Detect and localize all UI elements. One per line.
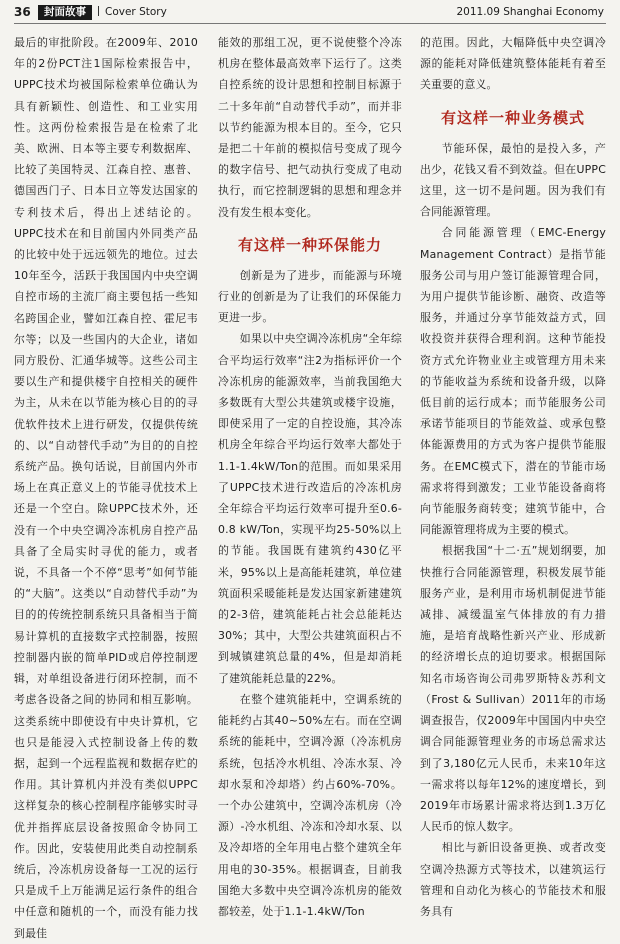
paragraph: 在整个建筑能耗中，空调系统的能耗约占其40~50%左右。而在空调系统的能耗中，空调冷源（冷冻机房系统，包括冷水机组、冷冻水泵、冷却水泵和冷却塔）约占60%-70%。一个办公建筑中，空调冷冻机房（冷源）-冷水机组、冷冻和冷却水泵、以及冷却塔的全年用电占整个建筑全年用电的30-35%。根据调查，目前我国绝大多数中央空调冷冻机房的能效都较差，处于1.1-1.4kW/Ton [218,692,402,918]
page-number: 36 [14,5,31,19]
section-label: 封面故事 [38,5,92,20]
page-header [0,0,620,24]
paragraph: 最后的审批阶段。在2009年、2010年的2份PCT注1国际检索报告中，UPPC技术均被国际检索单位确认为具有新颖性、创造性、和工业实用性。这两份检索报告是在检索了北美、欧洲、日本等主要专利数据库、比较了美国特灵、江森自控、惠普、德国西门子、日本日立等发达国家的专利技术后，得出上述结论的。UPPC技术在和目前国内外同类产品的比较中处于远远领先的地位。过去10年至今，活跃于我国国内中央空调自控市场的主流厂商主要包括一些知名跨国企业，譬如江森自控、霍尼韦尔等；以及一些国内的大企业，诸如同方股份、汇通华城等。这些公司主要以生产和提供楼宇自控相关的硬件为主，从未在以节能为核心目的的寻优软件技术上进行研发，仅提供传统的、以“自动替代手动”为目的的自控系统产品。换句话说，目前国内外市场上在真正意义上的节能寻优技术上还是一个空白。除UPPC技术外，还没有一个中央空调冷冻机房自控产品具备了全局实时寻优的能力，或者说，不具备一个不停“思考”如何节能的“大脑”。这类以“自动替代手动”为目的的传统控制系统只具备相当于简易计算机的直接数字式控制器，按照控制器内嵌的简单PID或启停控制逻辑，对单组设备进行闭环控制，而不考虑各设备之间的协同和相互影响。这类系统中即使设有中央计算机，它也只是能浸入式控制设备上传的数据，起到一个远程监视和数据存贮的作用。其计算机内并没有类似UPPC这样复杂的核心控制程序能够实时寻优并指挥底层设备按照命令协同工作。因此，安装使用此类自动控制系统后，冷冻机房设备每一工况的运行只是成千上万能满足运行条件的组合中任意和随机的一个，而没有能力找到最佳 [14,36,198,940]
paragraph: 能效的那组工况，更不说使整个冷冻机房在整体最高效率下运行了。这类自控系统的设计思想和控制目标源于二十多年前“自动替代手动”，而并非以节约能源为根本目的。至今，它只是把二十年前的模拟信号变成了现今的数字信号、把气动执行变成了电动执行，而它控制逻辑的思想和理念并没有发生根本变化。 [218,36,402,219]
column-1 [14,32,198,944]
cover-story-label [98,6,167,18]
paragraph: 合同能源管理（EMC-Energy Management Contract）是指节能服务公司与用户签订能源管理合同，为用户提供节能诊断、融资、改造等服务，并通过分享节能效益方式，回收投资并获得合理利润。这种节能投资方式允许物业业主或管理方用未来的节能收益为系统和设备升级，以降低目前的运行成本；而节能服务公司承诺节能项目的节能效益、或承包整体能源费用的方式为客户提供节能服务。在EMC模式下，潜在的节能市场需求将得到激发；工业节能设备商将向节能服务商转变；建筑节能中，合同能源管理将成为主要的模式。 [420,226,606,537]
cover-story-text: Cover Story [105,6,167,18]
paragraph: 相比与新旧设备更换、或者改变空调冷热源方式等技术，以建筑运行管理和自动化为核心的节能技术和服务具有 [420,841,606,918]
separator-bar [98,6,99,16]
paragraph: 的范围。因此，大幅降低中央空调冷源的能耗对降低建筑整体能耗有着至关重要的意义。 [420,36,606,92]
paragraph: 创新是为了进步，而能源与环境行业的创新是为了让我们的环保能力更进一步。 [218,268,402,325]
paragraph: 根据我国“十二·五”规划纲要，加快推行合同能源管理，积极发展节能服务产业，是利用市场机制促进节能减排、减缓温室气体排放的有力措施，是培育战略性新兴产业、形成新的经济增长点的迫切要求。根据国际知名市场咨询公司弗罗斯特＆苏利文（Frost & Sullivan）2011年的市场调查报告，仅2009年中国国内中央空调合同能源管理业务的市场总需求达到了3,180亿元人民币，未来10年这一需求将以每年12%的速度增长，到2019年市场累计需求将达到1.3万亿人民币的惊人数字。 [420,544,606,834]
column-2 [218,32,402,922]
issue-label: 2011.09 Shanghai Economy [456,6,604,18]
section-heading: 有这样一种业务模式 [440,108,585,127]
paragraph: 节能环保，最怕的是投入多，产出少，花钱又看不到效益。但在UPPC这里，这一切不是问题。因为我们有合同能源管理。 [420,141,606,219]
header-rule [14,23,606,24]
column-3 [420,32,606,922]
section-heading: 有这样一种环保能力 [237,235,382,254]
paragraph: 如果以中央空调冷冻机房“全年综合平均运行效率“注2为指标评价一个冷冻机房的能源效率，当前我国绝大多数既有大型公共建筑或楼宇设施，即使采用了一定的自控设施，其冷冻机房全年综合平均运行效率大都处于1.1-1.4kW/Ton的范围。而如果采用了UPPC技术进行改造后的冷冻机房全年综合平均运行效率可提升至0.6-0.8 kW/Ton，实现平均25-50%以上的节能。我国既有建筑约430亿平米，95%以上是高能耗建筑，单位建筑面积采暖能耗是发达国家新建建筑的2-3倍，建筑能耗占社会总能耗达30%；其中，大型公共建筑面积占不到城镇建筑总量的4%，但是却消耗了建筑能耗总量的22%。 [218,332,402,685]
